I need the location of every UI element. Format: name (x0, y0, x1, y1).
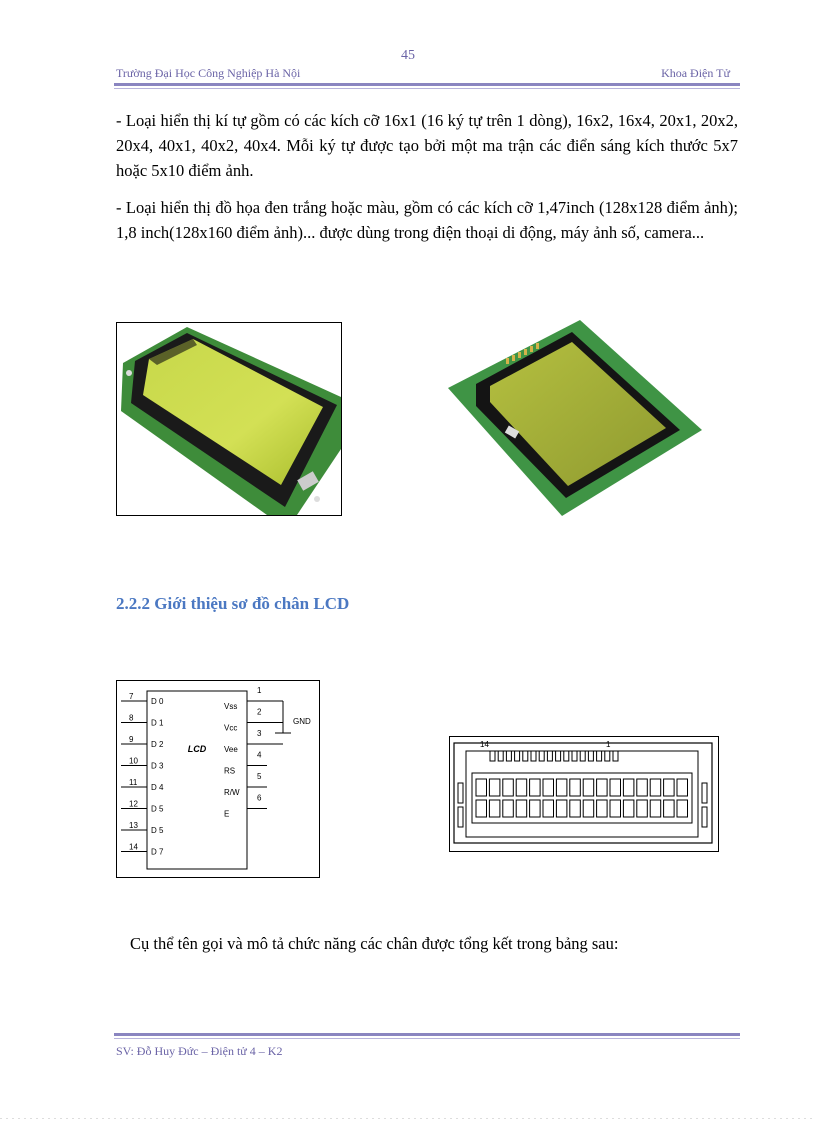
left-pin-number: 9 (129, 735, 134, 744)
outline-pin (597, 751, 602, 761)
character-cell (543, 779, 554, 796)
character-cell (503, 779, 514, 796)
outline-pin (588, 751, 593, 761)
character-cell (610, 800, 621, 817)
left-pin-number: 8 (129, 713, 134, 723)
character-cell (570, 779, 581, 796)
right-pin-number: 6 (257, 793, 262, 803)
character-cell (556, 800, 567, 817)
left-pin-number: 12 (129, 799, 138, 809)
outline-pin (613, 751, 618, 761)
right-pin-name: R/W (224, 788, 240, 797)
outline-pin (515, 751, 520, 761)
character-cell (637, 779, 648, 796)
outline-pin (572, 751, 577, 761)
character-cell (664, 779, 675, 796)
outline-pin (605, 751, 610, 761)
left-pin-number: 7 (129, 692, 134, 701)
footer-student: SV: Đỗ Huy Đức – Điện tử 4 – K2 (116, 1044, 283, 1058)
graphic-lcd-photo (440, 318, 706, 518)
outline-pin (523, 751, 528, 761)
right-pin-number: 5 (257, 772, 262, 781)
right-pin-number: 1 (257, 686, 262, 695)
character-cell (610, 779, 621, 796)
left-pin-number: 11 (129, 778, 138, 787)
character-cell (489, 779, 500, 796)
outline-pin (580, 751, 585, 761)
header-school: Trường Đại Học Công Nghiệp Hà Nội (116, 66, 301, 80)
character-cell (530, 779, 541, 796)
outline-pin (531, 751, 536, 761)
left-pin-number: 10 (129, 756, 138, 766)
character-cell (556, 779, 567, 796)
section-heading: 2.2.2 Giới thiệu sơ đồ chân LCD (116, 594, 350, 613)
outline-pin (506, 751, 511, 761)
header-rule (114, 83, 740, 86)
character-cell (583, 779, 594, 796)
character-cell (476, 779, 487, 796)
character-cell (637, 800, 648, 817)
left-pin-name: D 7 (151, 847, 164, 857)
outline-pin (556, 751, 561, 761)
outline-pin (547, 751, 552, 761)
character-cell (650, 779, 661, 796)
outline-pin-last-label: 1 (606, 740, 611, 749)
left-pin-name: D 0 (151, 697, 164, 706)
left-pin-number: 13 (129, 821, 138, 830)
gnd-label: GND (293, 717, 311, 726)
character-cell (597, 800, 608, 817)
page-bottom-dots (0, 1118, 816, 1119)
footer-rule (114, 1033, 740, 1036)
character-cell (489, 800, 500, 817)
page-number: 45 (401, 48, 415, 63)
character-cell (650, 800, 661, 817)
left-pin-name: D 2 (151, 740, 164, 749)
right-pin-name: Vcc (224, 723, 238, 733)
lcd-pinout-diagram (116, 680, 320, 878)
footer-rule-thin (114, 1038, 740, 1039)
right-pin-name: Vss (224, 702, 238, 711)
table-intro-paragraph: Cụ thể tên gọi và mô tả chức năng các chân được tổng kết trong bảng sau: (130, 934, 619, 953)
left-pin-name: D 5 (151, 826, 164, 835)
right-pin-name: Vee (224, 745, 238, 754)
right-pin-number: 4 (257, 750, 262, 760)
character-cell (677, 779, 688, 796)
left-pin-name: D 5 (151, 804, 164, 814)
outline-pin (564, 751, 569, 761)
outline-pin-first-label: 14 (480, 740, 489, 749)
character-cell (597, 779, 608, 796)
left-pin-name: D 3 (151, 761, 164, 771)
left-pin-name: D 1 (151, 718, 164, 728)
paragraph-graphic-lcd: - Loại hiển thị đồ họa đen trắng hoặc màu, gồm có các kích cỡ 1,47inch (128x128 điểm ảnh); 1,8 inch(128x160 điểm ảnh)... được dùng trong điện thoại di động, máy ảnh số, camera... (116, 198, 738, 242)
outline-pin (490, 751, 495, 761)
outline-pin (498, 751, 503, 761)
right-pin-name: E (224, 809, 230, 819)
left-pin-number: 14 (129, 842, 138, 852)
lcd-chip-label: LCD (187, 744, 207, 754)
header-rule-thin (114, 88, 740, 89)
character-cell (530, 800, 541, 817)
character-cell (543, 800, 554, 817)
right-pin-name: RS (224, 766, 236, 776)
character-cell (583, 800, 594, 817)
character-cell (476, 800, 487, 817)
right-pin-number: 3 (257, 729, 262, 738)
outline-pin (539, 751, 544, 761)
character-lcd-photo (116, 322, 342, 516)
character-cell (664, 800, 675, 817)
left-pin-name: D 4 (151, 783, 164, 792)
character-cell (623, 779, 634, 796)
character-cell (516, 800, 527, 817)
right-pin-number: 2 (257, 707, 262, 717)
character-cell (516, 779, 527, 796)
paragraph-character-lcd: - Loại hiển thị kí tự gồm có các kích cỡ 16x1 (16 ký tự trên 1 dòng), 16x2, 16x4, 20x1, 20x2, 20x4, 40x1, 40x2, 40x4. Mỗi ký tự được tạo bởi một ma trận các điển sáng kích thước 5x7 hoặc 5x10 điểm ảnh. (116, 111, 738, 180)
character-cell (570, 800, 581, 817)
character-cell (503, 800, 514, 817)
character-cell (623, 800, 634, 817)
header-department: Khoa Điện Tử (661, 66, 730, 80)
character-cell (677, 800, 688, 817)
lcd-outline-drawing (449, 736, 719, 852)
